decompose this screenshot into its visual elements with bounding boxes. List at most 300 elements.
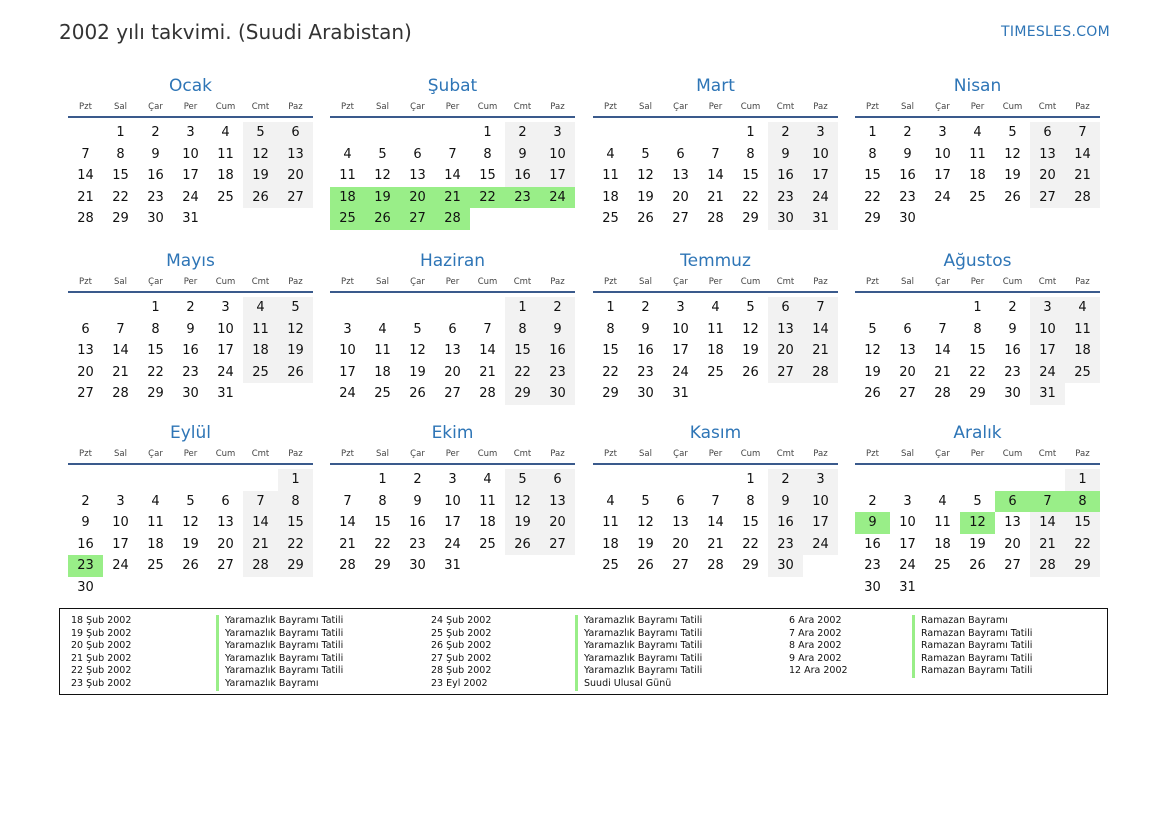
weekday-label: Per [445,102,460,112]
holiday-day-cell: 20 [400,187,435,209]
day-cell: 12 [637,168,654,184]
day-cell: 27 [672,211,689,227]
weekday-label: Çar [673,102,688,112]
weekday-header [68,102,313,118]
day-cell: 4 [711,300,720,315]
day-cell: 3 [1030,297,1065,319]
day-cell: 8 [278,491,313,513]
day-cell: 6 [540,469,575,491]
empty-cell [698,469,733,491]
day-cell: 14 [803,319,838,341]
day-cell: 17 [672,343,689,359]
day-cell: 1 [746,472,755,487]
day-cell: 2 [413,472,422,487]
day-cell: 24 [672,364,689,380]
legend-date: 23 Eyl 2002 [431,678,488,689]
day-cell: 7 [448,146,457,162]
day-cell: 29 [969,386,986,402]
day-cell: 14 [479,343,496,359]
day-cell: 26 [1004,189,1021,205]
legend-date: 20 Şub 2002 [71,640,132,652]
day-cell: 20 [768,340,803,362]
day-cell: 7 [711,493,720,509]
day-cell: 25 [602,558,619,574]
day-cell: 1 [973,300,982,315]
weekday-label: Paz [550,277,565,287]
day-cell: 4 [1065,297,1100,319]
day-cell: 13 [672,515,689,531]
day-cell: 7 [803,297,838,319]
day-cell: 23 [182,364,199,380]
site-link[interactable]: TIMESLES.COM [1001,24,1110,40]
weekday-label: Pzt [604,449,617,459]
legend-holiday-name: Yaramazlık Bayramı Tatili [216,615,343,628]
day-cell: 13 [768,319,803,341]
holiday-day-cell: 18 [330,187,365,209]
weekday-label: Cmt [251,277,270,287]
day-cell: 3 [803,469,838,491]
day-cell: 12 [182,515,199,531]
day-cell: 22 [742,189,759,205]
day-cell: 11 [602,168,619,184]
day-grid [855,469,1100,599]
day-cell: 10 [803,144,838,166]
day-cell: 2 [81,493,90,509]
day-cell: 5 [868,321,877,337]
weekday-label: Çar [148,277,163,287]
day-cell: 10 [934,146,951,162]
day-cell: 29 [742,558,759,574]
day-cell: 26 [278,362,313,384]
day-cell: 22 [969,364,986,380]
weekday-label: Cum [740,449,761,459]
day-cell: 11 [707,321,724,337]
weekday-label: Cmt [513,449,532,459]
day-cell: 9 [641,321,650,337]
day-cell: 7 [1065,122,1100,144]
month-name: Mayıs [166,251,215,271]
day-cell: 12 [409,343,426,359]
day-cell: 29 [1065,555,1100,577]
day-cell: 17 [899,536,916,552]
day-cell: 21 [707,536,724,552]
day-cell: 15 [602,343,619,359]
empty-cell [855,469,890,491]
day-cell: 21 [1065,165,1100,187]
day-cell: 20 [672,189,689,205]
weekday-label: Çar [410,449,425,459]
day-cell: 18 [969,168,986,184]
day-cell: 6 [676,493,685,509]
day-cell: 14 [707,515,724,531]
empty-cell [68,297,103,319]
empty-cell [103,297,138,319]
day-cell: 16 [899,168,916,184]
day-cell: 28 [1030,555,1065,577]
day-cell: 20 [77,364,94,380]
day-cell: 10 [339,343,356,359]
day-cell: 11 [934,515,951,531]
holiday-day-cell: 21 [435,187,470,209]
day-cell: 3 [676,300,685,315]
day-cell: 17 [182,168,199,184]
day-cell: 6 [413,146,422,162]
day-cell: 5 [641,493,650,509]
day-cell: 2 [1008,300,1017,315]
day-cell: 22 [505,362,540,384]
day-cell: 5 [505,469,540,491]
empty-cell [173,469,208,491]
day-cell: 3 [343,321,352,337]
holiday-legend [59,608,1108,695]
empty-cell [138,469,173,491]
day-cell: 30 [540,383,575,405]
day-cell: 10 [444,493,461,509]
day-grid [330,469,575,577]
month-7 [593,247,838,405]
weekday-label: Cum [477,277,498,287]
day-cell: 9 [903,146,912,162]
month-3 [593,72,838,230]
empty-cell [68,469,103,491]
month-6 [330,247,575,405]
weekday-label: Pzt [866,102,879,112]
legend-holiday-name: Yaramazlık Bayramı Tatili [575,628,702,641]
month-name: Aralık [953,423,1002,443]
day-cell: 2 [768,469,803,491]
day-cell: 30 [899,211,916,227]
day-cell: 25 [969,189,986,205]
day-cell: 15 [278,512,313,534]
empty-cell [925,297,960,319]
day-cell: 12 [864,343,881,359]
day-cell: 3 [186,125,195,140]
day-cell: 27 [278,187,313,209]
day-cell: 27 [444,386,461,402]
day-cell: 9 [186,321,195,337]
weekday-label: Cum [477,102,498,112]
day-cell: 5 [243,122,278,144]
legend-date: 23 Şub 2002 [71,678,132,689]
day-cell: 4 [606,493,615,509]
day-cell: 9 [1008,321,1017,337]
day-cell: 11 [1065,319,1100,341]
day-cell: 5 [413,321,422,337]
weekday-label: Cmt [513,277,532,287]
weekday-label: Pzt [866,277,879,287]
legend-date: 22 Şub 2002 [71,665,132,677]
page-title: 2002 yılı takvimi. (Suudi Arabistan) [59,20,412,44]
day-cell: 6 [278,122,313,144]
legend-date: 25 Şub 2002 [431,627,492,639]
day-cell: 5 [1008,125,1017,140]
legend-holiday-name: Yaramazlık Bayramı Tatili [216,640,343,653]
day-cell: 19 [1004,168,1021,184]
empty-cell [628,469,663,491]
day-cell: 28 [479,386,496,402]
day-cell: 18 [479,515,496,531]
month-name: Ekim [431,423,474,443]
day-cell: 10 [672,321,689,337]
day-cell: 24 [217,364,234,380]
day-cell: 19 [637,189,654,205]
day-cell: 11 [217,146,234,162]
day-cell: 27 [77,386,94,402]
weekday-label: Per [970,102,985,112]
weekday-label: Sal [901,277,914,287]
day-cell: 4 [973,125,982,140]
weekday-label: Çar [935,449,950,459]
day-cell: 9 [768,491,803,513]
day-grid [855,122,1100,230]
day-cell: 21 [934,364,951,380]
day-grid [593,297,838,405]
day-cell: 7 [711,146,720,162]
empty-cell [890,297,925,319]
empty-cell [855,297,890,319]
day-cell: 19 [637,536,654,552]
weekday-label: Cmt [513,102,532,112]
day-cell: 23 [637,364,654,380]
month-name: Kasım [689,423,742,443]
weekday-label: Cmt [776,102,795,112]
legend-holiday-name: Yaramazlık Bayramı Tatili [575,640,702,653]
empty-cell [593,122,628,144]
day-cell: 8 [973,321,982,337]
day-grid [593,122,838,230]
day-cell: 25 [707,364,724,380]
day-cell: 27 [1030,187,1065,209]
day-cell: 8 [378,493,387,509]
legend-date: 9 Ara 2002 [789,652,842,664]
weekday-header [68,449,313,465]
day-cell: 24 [803,534,838,556]
weekday-label: Per [708,449,723,459]
day-cell: 8 [151,321,160,337]
weekday-label: Paz [288,449,303,459]
day-cell: 16 [1004,343,1021,359]
holiday-day-cell: 12 [960,512,995,534]
weekday-label: Paz [550,102,565,112]
day-cell: 29 [147,386,164,402]
legend-holiday-name: Yaramazlık Bayramı [216,678,319,691]
day-cell: 14 [934,343,951,359]
day-cell: 1 [378,472,387,487]
day-cell: 15 [112,168,129,184]
day-cell: 11 [969,146,986,162]
holiday-day-cell: 26 [365,208,400,230]
legend-date: 28 Şub 2002 [431,665,492,677]
day-cell: 23 [768,534,803,556]
weekday-label: Cum [215,449,236,459]
empty-cell [698,122,733,144]
day-cell: 22 [742,536,759,552]
day-cell: 6 [1030,122,1065,144]
day-cell: 30 [1004,386,1021,402]
day-cell: 15 [864,168,881,184]
month-name: Ağustos [943,251,1012,271]
day-cell: 2 [768,122,803,144]
legend-holiday-name: Ramazan Bayramı Tatili [912,640,1032,653]
legend-holiday-name: Yaramazlık Bayramı Tatili [575,665,702,678]
day-cell: 16 [637,343,654,359]
day-cell: 30 [409,558,426,574]
day-cell: 3 [803,122,838,144]
legend-holiday-name: Ramazan Bayramı Tatili [912,653,1032,666]
legend-date: 24 Şub 2002 [431,615,492,626]
day-cell: 21 [803,340,838,362]
day-cell: 6 [903,321,912,337]
weekday-header [330,277,575,293]
holiday-day-cell: 27 [400,208,435,230]
day-cell: 13 [899,343,916,359]
day-cell: 3 [221,300,230,315]
weekday-label: Per [970,449,985,459]
weekday-label: Sal [114,277,127,287]
day-cell: 10 [217,321,234,337]
day-cell: 19 [243,165,278,187]
month-11 [593,419,838,577]
day-cell: 21 [707,189,724,205]
day-cell: 9 [505,144,540,166]
day-cell: 7 [483,321,492,337]
day-cell: 15 [742,515,759,531]
day-cell: 23 [147,189,164,205]
day-cell: 29 [505,383,540,405]
holiday-day-cell: 28 [435,208,470,230]
day-cell: 26 [864,386,881,402]
day-cell: 28 [243,555,278,577]
day-cell: 12 [637,515,654,531]
day-cell: 10 [899,515,916,531]
legend-date: 6 Ara 2002 [789,615,842,626]
day-cell: 4 [243,297,278,319]
legend-holiday-name: Yaramazlık Bayramı Tatili [216,653,343,666]
day-cell: 26 [409,386,426,402]
weekday-label: Paz [1075,277,1090,287]
weekday-header [593,102,838,118]
day-cell: 6 [81,321,90,337]
empty-cell [68,122,103,144]
day-cell: 2 [151,125,160,140]
day-cell: 16 [77,536,94,552]
day-cell: 13 [77,343,94,359]
legend-holiday-name: Ramazan Bayramı Tatili [912,628,1032,641]
day-cell: 2 [540,297,575,319]
day-cell: 2 [505,122,540,144]
day-cell: 7 [81,146,90,162]
day-cell: 1 [116,125,125,140]
day-cell: 18 [602,189,619,205]
weekday-header [855,102,1100,118]
day-cell: 16 [768,165,803,187]
day-cell: 6 [676,146,685,162]
day-cell: 22 [278,534,313,556]
day-cell: 30 [768,555,803,577]
holiday-day-cell: 25 [330,208,365,230]
weekday-label: Cum [1002,277,1023,287]
day-cell: 10 [540,144,575,166]
day-cell: 23 [540,362,575,384]
day-cell: 8 [505,319,540,341]
weekday-label: Sal [639,449,652,459]
day-cell: 11 [243,319,278,341]
day-cell: 8 [116,146,125,162]
day-cell: 9 [81,515,90,531]
empty-cell [890,469,925,491]
day-cell: 18 [934,536,951,552]
day-cell: 26 [969,558,986,574]
day-cell: 11 [374,343,391,359]
weekday-header [593,277,838,293]
empty-cell [435,122,470,144]
day-cell: 16 [409,515,426,531]
day-cell: 14 [1065,144,1100,166]
weekday-label: Çar [935,277,950,287]
day-cell: 7 [243,491,278,513]
day-cell: 16 [864,536,881,552]
month-name: Şubat [427,76,478,96]
day-cell: 2 [641,300,650,315]
day-cell: 2 [903,125,912,140]
weekday-label: Sal [639,102,652,112]
day-cell: 24 [1030,362,1065,384]
day-cell: 31 [182,211,199,227]
weekday-header [593,449,838,465]
day-cell: 24 [803,187,838,209]
day-cell: 24 [112,558,129,574]
weekday-label: Pzt [341,277,354,287]
day-cell: 18 [217,168,234,184]
day-cell: 20 [899,364,916,380]
weekday-label: Cmt [251,449,270,459]
month-name: Haziran [419,251,486,271]
day-cell: 1 [746,125,755,140]
weekday-label: Cmt [251,102,270,112]
weekday-label: Sal [901,102,914,112]
day-cell: 18 [147,536,164,552]
day-cell: 27 [540,534,575,556]
weekday-label: Sal [114,102,127,112]
day-cell: 16 [768,512,803,534]
day-cell: 17 [339,364,356,380]
month-name: Eylül [169,423,212,443]
month-2 [330,72,575,230]
day-cell: 13 [217,515,234,531]
weekday-label: Cmt [1038,277,1057,287]
day-cell: 11 [602,515,619,531]
day-cell: 27 [768,362,803,384]
day-cell: 7 [343,493,352,509]
day-cell: 3 [448,472,457,487]
day-cell: 3 [540,122,575,144]
day-cell: 1 [278,469,313,491]
day-cell: 21 [1030,534,1065,556]
day-cell: 30 [182,386,199,402]
day-cell: 20 [217,536,234,552]
empty-cell [995,469,1030,491]
weekday-label: Sal [639,277,652,287]
day-cell: 18 [374,364,391,380]
day-cell: 23 [899,189,916,205]
legend-holiday-name: Ramazan Bayramı [912,615,1008,628]
day-cell: 6 [768,297,803,319]
day-cell: 14 [112,343,129,359]
day-cell: 22 [147,364,164,380]
day-cell: 28 [1065,187,1100,209]
weekday-label: Per [445,277,460,287]
weekday-label: Pzt [79,449,92,459]
